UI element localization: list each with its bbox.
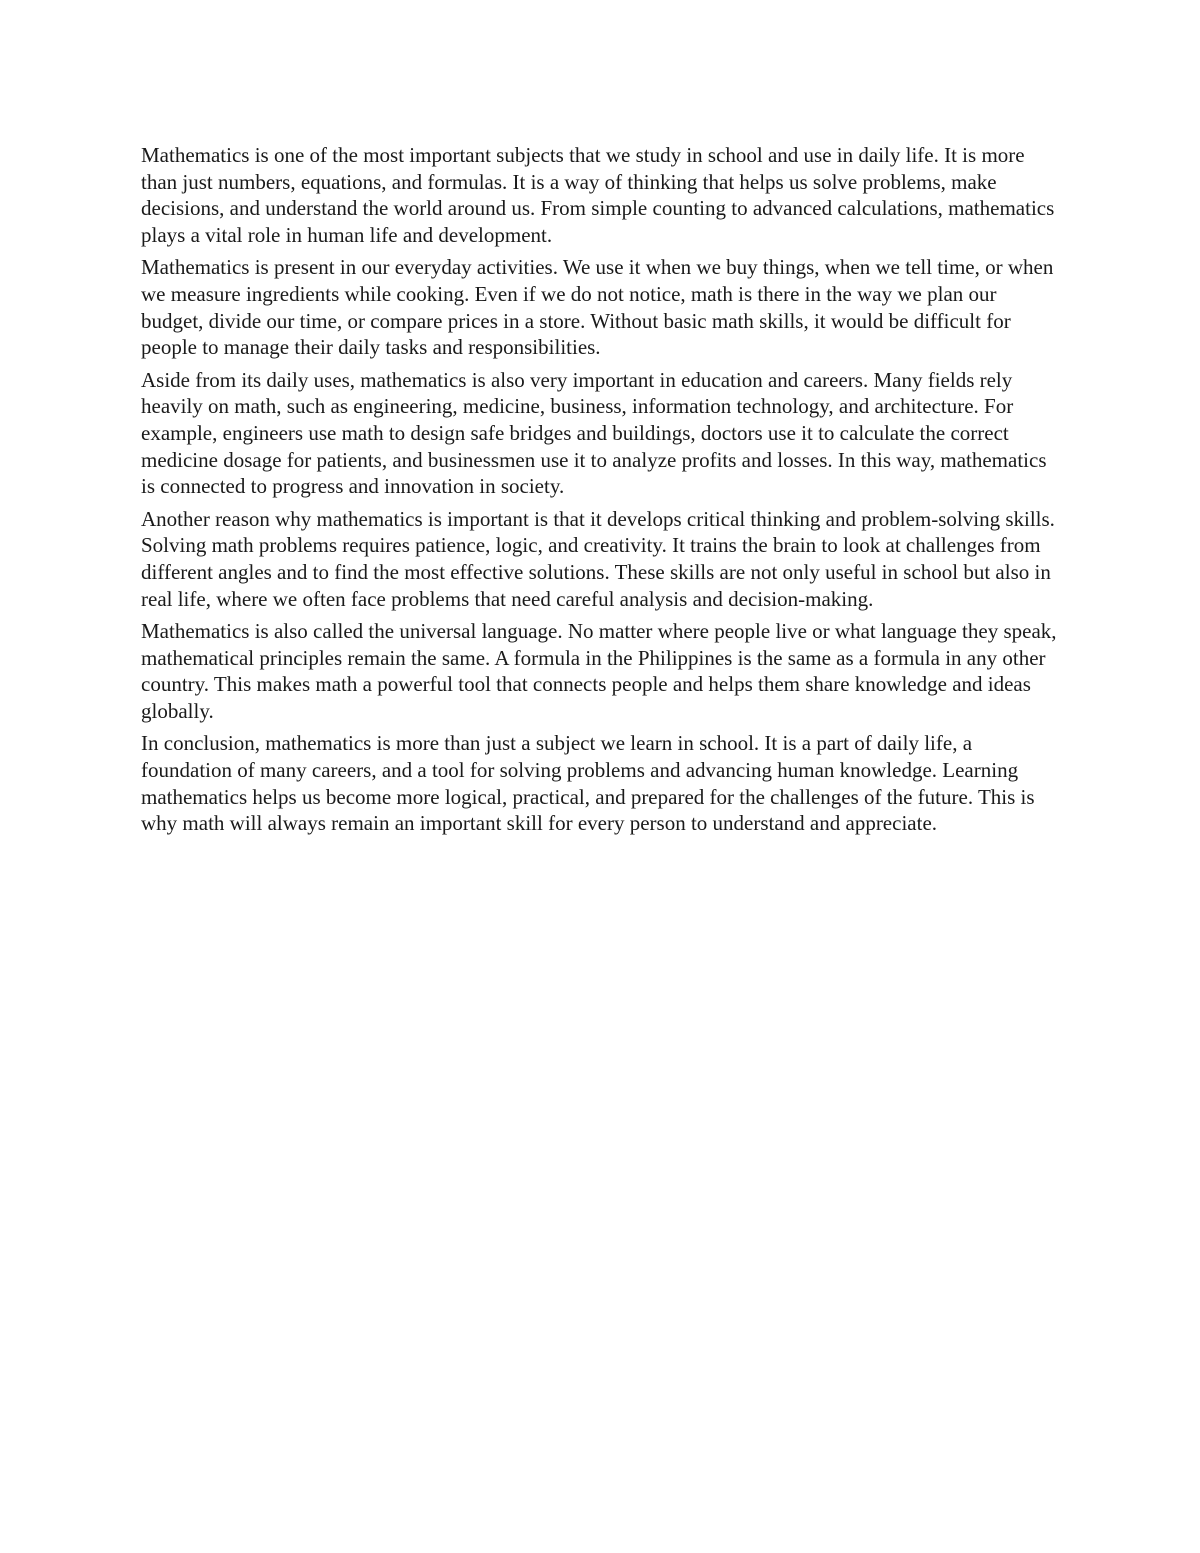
- paragraph-2: Mathematics is present in our everyday activities. We use it when we buy things, when we tell time, or when we measure ingredients while cooking. Even if we do not notice, math is there in the way we plan our budget, divide our time, or compare prices in a store. Without basic math skills, it would be difficult for people to manage their daily tasks and responsibilities.: [141, 255, 1054, 360]
- document-body: [141, 142, 1061, 843]
- paragraph-3: Aside from its daily uses, mathematics is also very important in education and careers. Many fields rely heavily on math, such as engineering, medicine, business, information technology, and architecture. For example, engineers use math to design safe bridges and buildings, doctors use it to calculate the correct medicine dosage for patients, and businessmen use it to analyze profits and losses. In this way, mathematics is connected to progress and innovation in society.: [141, 367, 1047, 499]
- paragraph-5: Mathematics is also called the universal language. No matter where people live or what language they speak, mathematical principles remain the same. A formula in the Philippines is the same as a formula in any other country. This makes math a powerful tool that connects people and helps them share knowledge and ideas globally.: [141, 619, 1057, 723]
- paragraph-1: Mathematics is one of the most important subjects that we study in school and use in daily life. It is more than just numbers, equations, and formulas. It is a way of thinking that helps us solve problems, make decisions, and understand the world around us. From simple counting to advanced calculations, mathematics plays a vital role in human life and development.: [141, 143, 1055, 247]
- paragraph-4: Another reason why mathematics is important is that it develops critical thinking and problem-solving skills. Solving math problems requires patience, logic, and creativity. It trains the brain to look at challenges from different angles and to find the most effective solutions. These skills are not only useful in school but also in real life, where we often face problems that need careful analysis and decision-making.: [141, 506, 1055, 611]
- paragraph-6: In conclusion, mathematics is more than just a subject we learn in school. It is a part of daily life, a foundation of many careers, and a tool for solving problems and advancing human knowledge. Learning mathematics helps us become more logical, practical, and prepared for the challenges of the future. This is why math will always remain an important skill for every person to understand and appreciate.: [141, 731, 1035, 836]
